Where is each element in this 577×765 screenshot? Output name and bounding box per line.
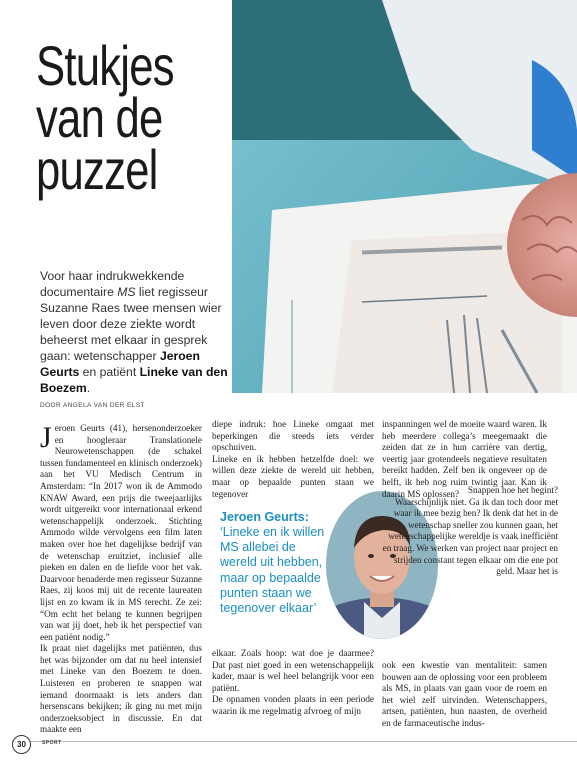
body-text: Waarschijnlijk niet. Ga ik dan toch door met waar ik mee bezig ben? Ik denk dat het in de wetenschap sneller zou kunnen gaan, het wetenschappelijke wereldje is vaak inefficiënt en traag. We werken van project naar project en strijden constant tegen elkaar om die ene pot geld. Maar het is bbox=[382, 496, 558, 577]
footer-divider bbox=[12, 741, 577, 742]
body-column-1 bbox=[40, 423, 202, 736]
intro-text: liet regisseur Suzanne Raes twee mensen wier leven door deze ziekte wordt beheerst met elkaar in gesprek gaan: wetenschapper bbox=[40, 285, 222, 363]
body-column-2 bbox=[212, 419, 374, 500]
dropcap: J bbox=[40, 421, 52, 454]
body-text: ook een kwestie van mentaliteit: samen bouwen aan de oplossing voor een probleem als MS, in plaats van gaan voor de roem en het wiel zelf uitvinden. Wetenschappers, artsen, patiënten, hun naasten, de overheid en de farmaceutische indus- bbox=[382, 660, 547, 728]
body-column-3-continued bbox=[382, 660, 547, 730]
body-column-2-continued bbox=[212, 648, 374, 718]
body-text: elkaar. Zoals hoop: wat doe je daarmee? Dat past niet goed in een wetenschappelijk kader, maar is wel heel belangrijk voor een patiënt. bbox=[212, 648, 374, 693]
body-column-3-wrap bbox=[382, 485, 558, 578]
intro-text: Voor haar indrukwekkende documentaire bbox=[40, 269, 185, 299]
film-title: MS bbox=[117, 285, 136, 299]
byline: DOOR ANGELA VAN DER ELST bbox=[40, 402, 145, 409]
body-text: Snappen hoe het begint? bbox=[467, 485, 558, 495]
body-text: diepe indruk: hoe Lineke omgaat met beperkingen die steeds iets verder opschuiven. bbox=[212, 419, 374, 453]
article-title bbox=[36, 34, 226, 201]
body-text: Lineke en ik hebben hetzelfde doel: we willen deze ziekte de wereld uit hebben, maar op bepaalde punten staan we tegenover bbox=[212, 453, 374, 499]
quote-text: ‘Lineke en ik willen MS allebei de wereld uit hebben, maar op bepaalde punten staan we tegenover elkaar’ bbox=[220, 525, 325, 616]
quote-author: Jeroen Geurts: bbox=[220, 510, 309, 524]
intro-person-2: Lineke van den Boezem bbox=[40, 365, 228, 395]
title-line-1: Stukjes bbox=[36, 34, 174, 97]
title-line-2: van de bbox=[36, 86, 163, 149]
pull-quote bbox=[220, 510, 328, 616]
intro-paragraph bbox=[40, 268, 230, 396]
brain-photo bbox=[232, 0, 577, 393]
page-number: 30 bbox=[12, 735, 31, 754]
title-line-3: puzzel bbox=[36, 138, 158, 201]
body-text: eroen Geurts (41), hersenonderzoeker en hoogleraar Translationele Neurowetenschappen (de schakel tussen fundamenteel en klinisch onderzoek) aan het VU Medisch Centrum in Amsterdam: “In 2017 won ik de Ammodo KNAW Award, een prijs die tweejaarlijks wordt uitgereikt voor internationaal erkend wetenschappelijk onderzoek. Stichting Ammodo wilde vervolgens een film laten maken over hoe het dagelijkse bedrijf van de wetenschap eruitziet, inclusief alle pieken en dalen en de liefde voor het vak. Daarvoor benaderde men regisseur Suzanne Raes, zij koos mij uit de recente laureaten lijst en zo kwam ik in MS terecht. Ze zei: “Om echt het belang te kunnen begrijpen van wat jij doet, heb ik het perspectief van een patiënt nodig.” bbox=[40, 423, 202, 642]
body-text: inspanningen wel de moeite waard waren. Ik heb meerdere collega’s meegemaakt die zeiden dat ze in hun carrière van dertig, veertig jaar grotendeels negatieve resultaten bereikt hadden. Zelf ben ik ongeveer op de helft, ik heb nog ruim twintig jaar. Kan ik daarin MS oplossen? bbox=[382, 419, 547, 499]
intro-text: . bbox=[86, 381, 91, 395]
body-text: Ik praat niet dagelijks met patiënten, dus het was bijzonder om dat nu heel intensief met Lineke van den Boezem te doen. Luisteren en proberen te snappen wat iemand doormaakt is iets anders dan hersenscans bekijken; ik ging nu met mijn onderzoeksobject in discussie. En dat maakte een bbox=[40, 643, 202, 735]
body-text: De opnamen vonden plaats in een periode waarin ik me regelmatig afvroeg of mijn bbox=[212, 694, 374, 716]
intro-text: en patiënt bbox=[79, 365, 140, 379]
intro-person-1: Jeroen Geurts bbox=[40, 349, 200, 379]
magazine-logo: SPORT bbox=[42, 740, 62, 746]
